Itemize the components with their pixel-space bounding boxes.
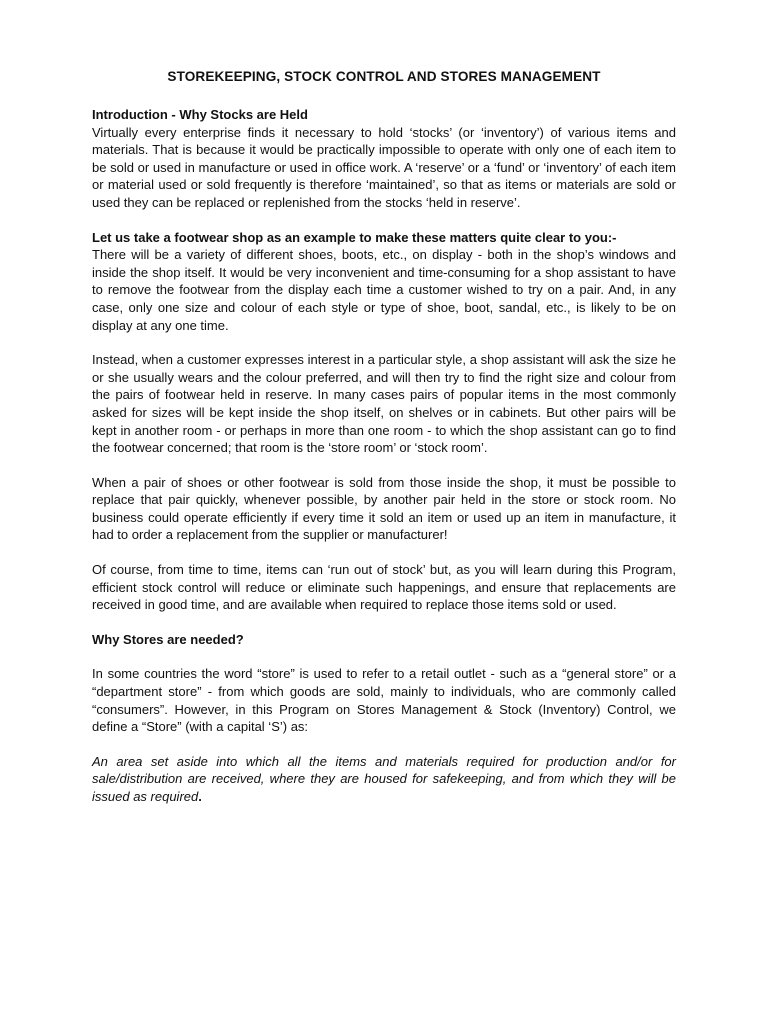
stores-paragraph-1: In some countries the word “store” is used to refer to a retail outlet - such as a “general store” or a “department store” - from which goods are sold, mainly to individuals, who are commonly called “consumers”. However, in this Program on Stores Management & Stock (Inventory) Control, we define a “Store” (with a capital ‘S’) as: bbox=[92, 666, 676, 735]
footwear-paragraph-4: Of course, from time to time, items can ‘run out of stock’ but, as you will learn during this Program, efficient stock control will reduce or eliminate such happenings, and ensure that replacements are received in good time, and are available when required to replace those items sold or used. bbox=[92, 562, 676, 613]
footwear-example-heading: Let us take a footwear shop as an example to make these matters quite clear to you:- bbox=[92, 229, 617, 245]
spacer bbox=[92, 544, 676, 561]
spacer bbox=[92, 648, 676, 665]
spacer bbox=[92, 736, 676, 753]
store-definition-end: . bbox=[198, 789, 202, 804]
why-stores-heading: Why Stores are needed? bbox=[92, 631, 244, 647]
footwear-paragraph-2: Instead, when a customer expresses interest in a particular style, a shop assistant will ask the size he or she usually wears and the colour preferred, and will then try to find the right size and colour from the pairs of footwear held in reserve. In many cases pairs of popular items in the most commonly asked for sizes will be kept inside the shop itself, on shelves or in cabinets. But other pairs will be kept in another room - or perhaps in more than one room - to which the shop assistant can go to find the footwear concerned; that room is the ‘store room’ or ‘stock room’. bbox=[92, 352, 676, 456]
spacer bbox=[92, 614, 676, 631]
spacer bbox=[92, 212, 676, 229]
spacer bbox=[92, 334, 676, 351]
spacer bbox=[92, 457, 676, 474]
document-body bbox=[92, 68, 676, 806]
footwear-paragraph-1: There will be a variety of different shoes, boots, etc., on display - both in the shop’s windows and inside the shop itself. It would be very inconvenient and time-consuming for a shop assistant to have to remove the footwear from the display each time a customer wished to try on a pair. And, in any case, only one size and colour of each style or type of shoe, boot, sandal, etc., is likely to be on display at any one time. bbox=[92, 247, 676, 333]
intro-heading: Introduction - Why Stocks are Held bbox=[92, 107, 308, 122]
document-title: STOREKEEPING, STOCK CONTROL AND STORES MANAGEMENT bbox=[167, 69, 601, 84]
footwear-paragraph-3: When a pair of shoes or other footwear is sold from those inside the shop, it must be possible to replace that pair quickly, whenever possible, by another pair held in the store or stock room. No business could operate efficiently if every time it sold an item or used up an item in manufacture, it had to order a replacement from the supplier or manufacturer! bbox=[92, 474, 676, 543]
store-definition bbox=[92, 753, 676, 806]
intro-paragraph: Virtually every enterprise finds it necessary to hold ‘stocks’ (or ‘inventory’) of various items and materials. That is because it would be practically impossible to operate with only one of each item to be sold or used in manufacture or used in office work. A ‘reserve’ or a ‘fund’ or ‘inventory’ of each item or material used or sold frequently is therefore ‘maintained’, so that as items or materials are sold or used they can be replaced or replenished from the stocks ‘held in reserve’. bbox=[92, 124, 676, 210]
store-definition-text: An area set aside into which all the items and materials required for production and/or for sale/distribution are received, where they are housed for safekeeping, and from which they will be issued as required bbox=[92, 753, 676, 804]
